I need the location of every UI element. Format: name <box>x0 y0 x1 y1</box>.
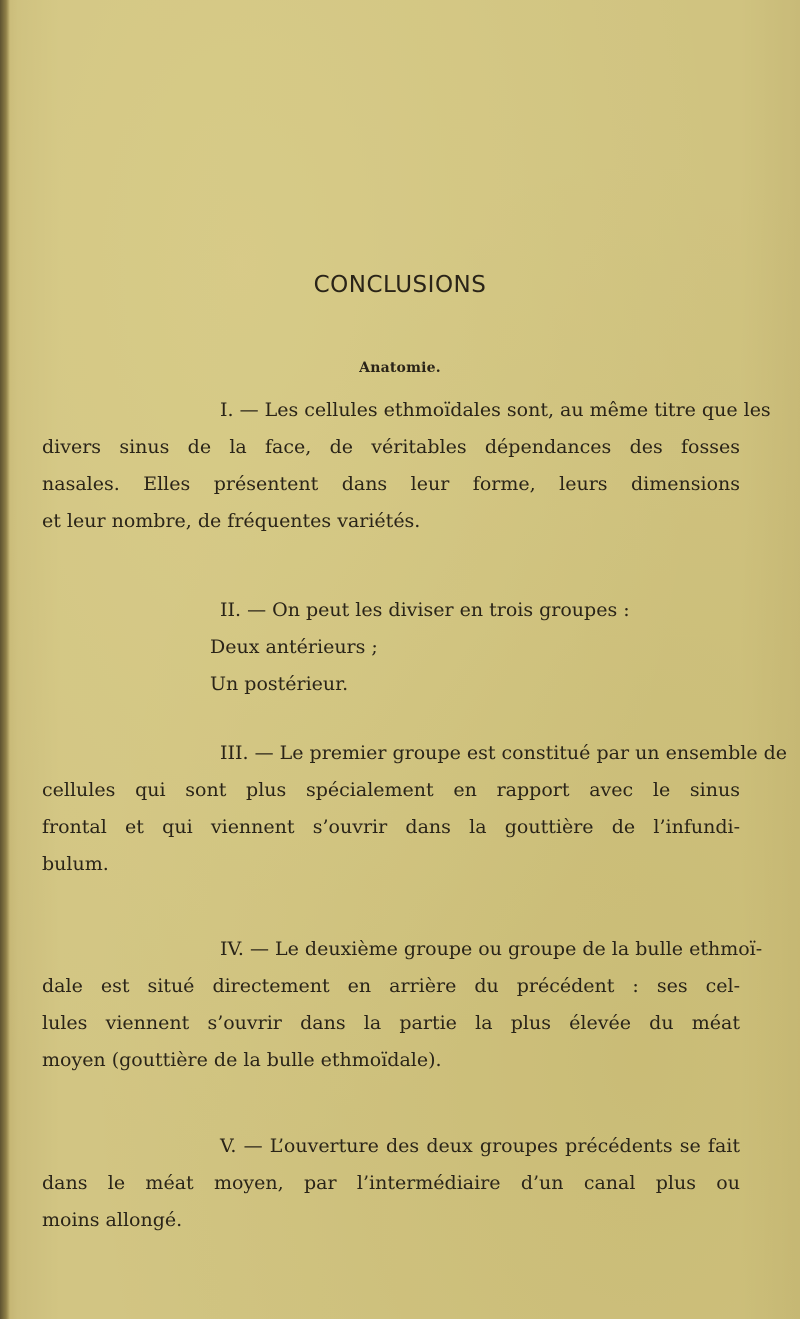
paragraph-line: Deux antérieurs ; <box>210 636 378 658</box>
paragraph-3 <box>42 735 788 883</box>
paragraph-line: V. — L’ouverture des deux groupes précédents se fait <box>220 1135 740 1157</box>
paragraph-line: I. — Les cellules ethmoïdales sont, au même titre que les <box>220 399 771 421</box>
paragraph-line: lules viennent s’ouvrir dans la partie la plus élevée du méat <box>42 1012 740 1034</box>
paragraph-line: frontal et qui viennent s’ouvrir dans la gouttière de l’infundi- <box>42 816 740 838</box>
book-spine-shadow <box>0 0 10 1319</box>
paragraph-line: bulum. <box>42 853 109 875</box>
paragraph-line: et leur nombre, de fréquentes variétés. <box>42 510 421 532</box>
paragraph-line: cellules qui sont plus spécialement en rapport avec le sinus <box>42 779 740 801</box>
paragraph-2 <box>210 592 740 703</box>
page-title: CONCLUSIONS <box>313 272 487 298</box>
paragraph-line: divers sinus de la face, de véritables dépendances des fosses <box>42 436 740 458</box>
paragraph-line: III. — Le premier groupe est constitué par un ensemble de <box>220 742 788 764</box>
paragraph-line: nasales. Elles présentent dans leur forme, leurs dimensions <box>42 473 740 495</box>
paragraph-1 <box>42 392 771 540</box>
paragraph-4 <box>42 931 763 1079</box>
paragraph-line: moins allongé. <box>42 1209 183 1231</box>
paragraph-line: dans le méat moyen, par l’intermédiaire d’un canal plus ou <box>42 1172 740 1194</box>
paragraph-line: II. — On peut les diviser en trois groupes : <box>220 599 630 621</box>
paragraph-line: dale est situé directement en arrière du précédent : ses cel- <box>42 975 740 997</box>
paragraph-line: moyen (gouttière de la bulle ethmoïdale). <box>42 1049 442 1071</box>
section-subtitle: Anatomie. <box>359 360 441 376</box>
paragraph-5 <box>42 1128 740 1239</box>
paragraph-line: IV. — Le deuxième groupe ou groupe de la bulle ethmoï- <box>220 938 763 960</box>
paragraph-line: Un postérieur. <box>210 673 349 695</box>
